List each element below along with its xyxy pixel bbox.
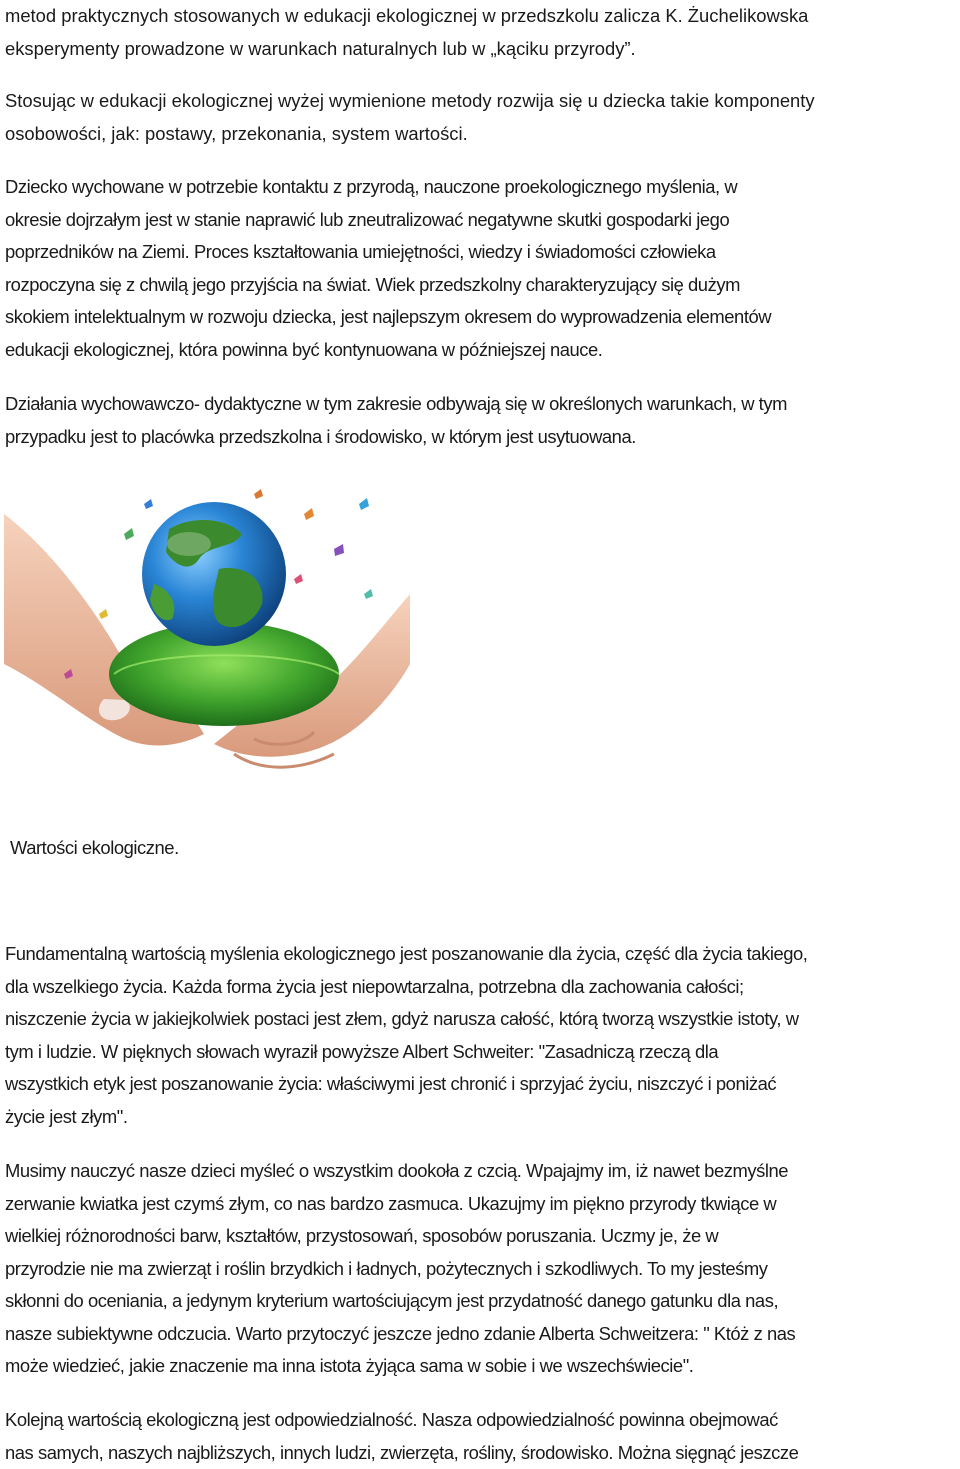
section-heading: Wartości ekologiczne. (10, 837, 179, 858)
methods-paragraph: Stosując w edukacji ekologicznej wyżej wymienione metody rozwija się u dziecka takie komponenty osobowości, jak: postawy, przekonania, system wartości. (5, 90, 815, 144)
earth-in-hands-illustration (4, 474, 410, 804)
child-paragraph: Dziecko wychowane w potrzebie kontaktu z przyrodą, nauczone proekologicznego myślenia, w okresie dojrzałym jest w stanie naprawić lub zneutralizować negatywne skutki gospodarki jego poprzedników na Ziemi. Proces kształtowania umiejętności, wiedzy i świadomości człowieka rozpoczyna się z chwilą jego przyjścia na świat. Wiek przedszkolny charakteryzujący się dużym skokiem intelektualnym w rozwoju dziecka, jest najlepszym okresem do wyprowadzenia elementów edukacji ekologicznej, która powinna być kontynuowana w późniejszej nauce. (5, 176, 772, 360)
earth-in-hands-icon (4, 474, 410, 804)
actions-paragraph: Działania wychowawczo- dydaktyczne w tym zakresie odbywają się w określonych warunkach, w tym przypadku jest to placówka przedszkolna i środowisko, w którym jest usytuowana. (5, 393, 787, 447)
intro-paragraph: metod praktycznych stosowanych w edukacji ekologicznej w przedszkolu zalicza K. Żuchelikowska eksperymenty prowadzone w warunkach naturalnych lub w „kąciku przyrody”. (5, 5, 809, 59)
responsibility-paragraph: Kolejną wartością ekologiczną jest odpowiedzialność. Nasza odpowiedzialność powinna obejmować nas samych, naszych najbliższych, innych ludzi, zwierzęta, rośliny, środowisko. Można sięgnąć jeszcze (5, 1409, 799, 1463)
fundamental-paragraph: Fundamentalną wartością myślenia ekologicznego jest poszanowanie dla życia, część dla życia takiego, dla wszelkiego życia. Każda forma życia jest niepowtarzalna, potrzebna dla zachowania całości; niszczenie życia w jakiejkolwiek postaci jest złem, gdyż narusza całość, którą tworzą wszystkie istoty, w tym i ludzie. W pięknych słowach wyraził powyższe Albert Schweiter: "Zasadniczą rzeczą dla wszystkich etyk jest poszanowanie życia: właściwymi jest chronić i sprzyjać życiu, niszczyć i poniżać życie jest złym". (5, 943, 808, 1127)
teach-paragraph: Musimy nauczyć nasze dzieci myśleć o wszystkim dookoła z czcią. Wpajajmy im, iż nawet bezmyślne zerwanie kwiatka jest czymś złym, co nas bardzo zasmuca. Ukazujmy im piękno przyrody tkwiące w wielkiej różnorodności barw, kształtów, przystosowań, sposobów poruszania. Uczmy je, że w przyrodzie nie ma zwierząt i roślin brzydkich i ładnych, pożytecznych i szkodliwych. To my jesteśmy skłonni do oceniania, a jedynym kryterium wartościującym jest przydatność danego gatunku dla nas, nasze subiektywne odczucia. Warto przytoczyć jeszcze jedno zdanie Alberta Schweitzera: " Któż z nas może wiedzieć, jakie znaczenie ma inna istota żyjąca sama w sobie i we wszechświecie". (5, 1160, 796, 1376)
